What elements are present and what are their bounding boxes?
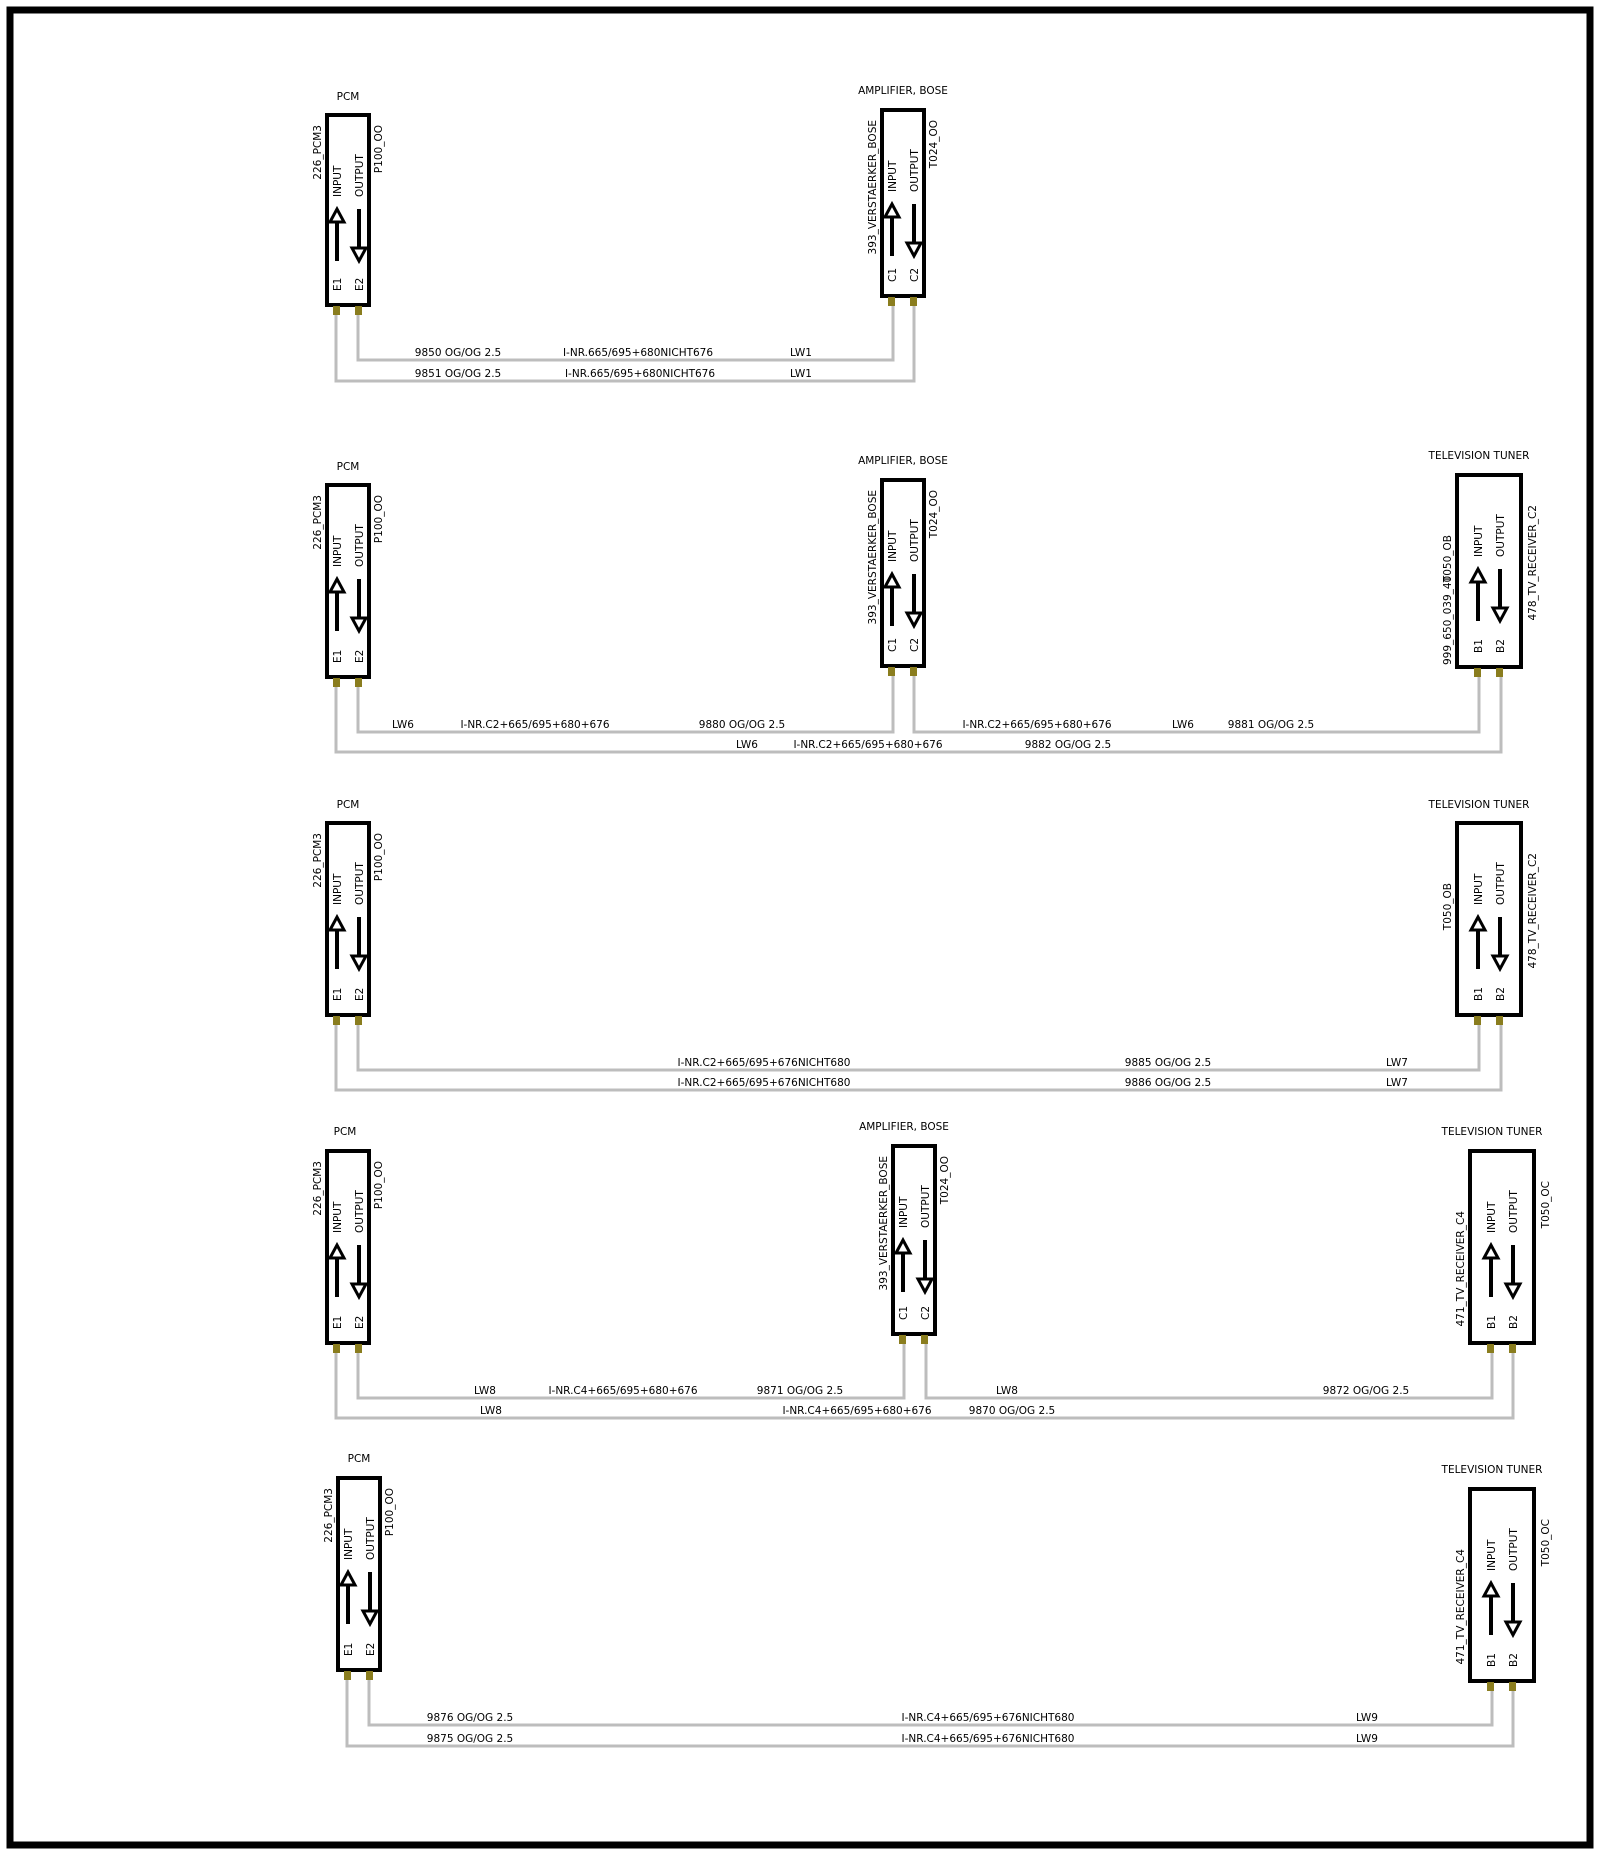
pin-connector bbox=[355, 678, 362, 687]
component-code: P100_OO bbox=[373, 125, 385, 174]
component-name: 471_TV_RECEIVER_C4 bbox=[1455, 1211, 1467, 1327]
pin-label: B1 bbox=[1486, 1653, 1498, 1667]
component-code: 478_TV_RECEIVER_C2 bbox=[1527, 505, 1539, 621]
wire-label: I-NR.665/695+680NICHT676 bbox=[564, 368, 716, 380]
component-title: AMPLIFIER, BOSE bbox=[859, 1121, 949, 1133]
pin-label: C1 bbox=[887, 267, 899, 282]
input-label: INPUT bbox=[887, 160, 899, 192]
component-name: T050_OB bbox=[1442, 883, 1454, 931]
pin-connector bbox=[366, 1671, 373, 1680]
wire-label: LW8 bbox=[480, 1405, 502, 1417]
pin-label: E2 bbox=[354, 987, 366, 1001]
input-label: INPUT bbox=[1473, 873, 1485, 905]
component-name: 226_PCM3 bbox=[312, 1161, 324, 1216]
pin-label: E1 bbox=[343, 1642, 355, 1656]
pin-label: C1 bbox=[887, 637, 899, 652]
component bbox=[1428, 799, 1539, 1025]
component-code: P100_OO bbox=[373, 1161, 385, 1210]
output-label: OUTPUT bbox=[354, 524, 366, 567]
diagram-section-3 bbox=[312, 799, 1539, 1090]
pin-connector bbox=[910, 297, 917, 306]
pin-connector bbox=[333, 1016, 340, 1025]
wire-path bbox=[358, 1020, 1479, 1070]
wire-label: LW1 bbox=[790, 347, 812, 359]
output-label: OUTPUT bbox=[920, 1185, 932, 1228]
diagram-section-5 bbox=[323, 1453, 1552, 1746]
diagram-section-4 bbox=[312, 1121, 1552, 1418]
component-box bbox=[1470, 1151, 1534, 1343]
component-code: P100_OO bbox=[384, 1488, 396, 1537]
pin-label: B2 bbox=[1508, 1653, 1520, 1667]
output-label: OUTPUT bbox=[365, 1517, 377, 1560]
pin-connector bbox=[1496, 668, 1503, 677]
component-box bbox=[1457, 475, 1521, 667]
component-box bbox=[1457, 823, 1521, 1015]
component bbox=[312, 799, 385, 1025]
component-title: TELEVISION TUNER bbox=[1428, 450, 1530, 462]
wire bbox=[336, 1020, 1501, 1090]
input-label: INPUT bbox=[1473, 525, 1485, 557]
wire-label: I-NR.C2+665/695+680+676 bbox=[962, 719, 1112, 731]
component-name: 393_VERSTAERKER_BOSE bbox=[867, 490, 879, 625]
component bbox=[312, 461, 385, 687]
component-box bbox=[893, 1146, 935, 1334]
pin-label: C2 bbox=[909, 267, 921, 282]
component-box bbox=[1470, 1489, 1534, 1681]
pin-label: B2 bbox=[1495, 639, 1507, 653]
input-label: INPUT bbox=[332, 165, 344, 197]
component-title: PCM bbox=[347, 1453, 371, 1465]
component-box bbox=[327, 485, 369, 677]
component-name: 393_VERSTAERKER_BOSE bbox=[878, 1156, 890, 1291]
wire-path bbox=[336, 1020, 1501, 1090]
pin-connector bbox=[1509, 1682, 1516, 1691]
wire-label: 9875 OG/OG 2.5 bbox=[426, 1733, 514, 1745]
wire-label: I-NR.C2+665/695+680+676 bbox=[793, 739, 943, 751]
component-code: P100_OO bbox=[373, 495, 385, 544]
pin-label: E2 bbox=[354, 277, 366, 291]
output-label: OUTPUT bbox=[1495, 862, 1507, 905]
component bbox=[1428, 450, 1539, 677]
output-label: OUTPUT bbox=[909, 519, 921, 562]
pin-label: E2 bbox=[354, 649, 366, 663]
pin-label: E1 bbox=[332, 1315, 344, 1329]
pin-label: B1 bbox=[1473, 639, 1485, 653]
pin-connector bbox=[1496, 1016, 1503, 1025]
component bbox=[859, 1121, 951, 1344]
pin-connector bbox=[888, 667, 895, 676]
wire-label: 9882 OG/OG 2.5 bbox=[1024, 739, 1112, 751]
wire-label: I-NR.C2+665/695+676NICHT680 bbox=[677, 1077, 851, 1089]
component-name: 226_PCM3 bbox=[323, 1488, 335, 1543]
wire bbox=[347, 1675, 1513, 1746]
wire-label: I-NR.C2+665/695+676NICHT680 bbox=[677, 1057, 851, 1069]
pin-label: E1 bbox=[332, 277, 344, 291]
pin-connector bbox=[1474, 1016, 1481, 1025]
wire bbox=[926, 1338, 1492, 1398]
output-label: OUTPUT bbox=[909, 149, 921, 192]
component-part-number: 999_650_039_40 bbox=[1442, 575, 1454, 665]
wire bbox=[358, 300, 893, 360]
wire-label: I-NR.C4+665/695+680+676 bbox=[548, 1385, 698, 1397]
pin-connector bbox=[333, 306, 340, 315]
input-label: INPUT bbox=[343, 1528, 355, 1560]
input-label: INPUT bbox=[1486, 1539, 1498, 1571]
wire-label: LW6 bbox=[736, 739, 758, 751]
component-name: 226_PCM3 bbox=[312, 125, 324, 180]
wire-label: 9886 OG/OG 2.5 bbox=[1124, 1077, 1212, 1089]
input-label: INPUT bbox=[332, 1201, 344, 1233]
component-code: 478_TV_RECEIVER_C2 bbox=[1527, 853, 1539, 969]
wire-label: LW8 bbox=[996, 1385, 1018, 1397]
wire bbox=[336, 300, 914, 381]
pin-connector bbox=[355, 306, 362, 315]
wire bbox=[336, 672, 1501, 752]
component bbox=[858, 85, 948, 306]
component-code: T050_OC bbox=[1540, 1181, 1552, 1229]
wire-label: 9870 OG/OG 2.5 bbox=[968, 1405, 1056, 1417]
wire-label: I-NR.665/695+680NICHT676 bbox=[562, 347, 714, 359]
output-label: OUTPUT bbox=[354, 1190, 366, 1233]
wire-label: LW9 bbox=[1356, 1733, 1378, 1745]
component-box bbox=[327, 1151, 369, 1343]
component-name: T050_OB bbox=[1442, 535, 1454, 583]
wire-label: I-NR.C4+665/695+676NICHT680 bbox=[901, 1733, 1075, 1745]
component-title: PCM bbox=[333, 1126, 357, 1138]
pin-connector bbox=[344, 1671, 351, 1680]
component-box bbox=[327, 115, 369, 305]
output-label: OUTPUT bbox=[354, 154, 366, 197]
wire bbox=[358, 1020, 1479, 1070]
diagram-section-1 bbox=[312, 85, 948, 381]
wire-label: LW7 bbox=[1386, 1077, 1408, 1089]
wire-label: 9876 OG/OG 2.5 bbox=[426, 1712, 514, 1724]
wire-path bbox=[358, 672, 893, 732]
component-title: PCM bbox=[336, 799, 360, 811]
pin-connector bbox=[355, 1016, 362, 1025]
component-title: TELEVISION TUNER bbox=[1441, 1464, 1543, 1476]
output-label: OUTPUT bbox=[1508, 1528, 1520, 1571]
pin-connector bbox=[910, 667, 917, 676]
component-code: T024_OO bbox=[928, 120, 940, 169]
wire-label: 9871 OG/OG 2.5 bbox=[756, 1385, 844, 1397]
component-code: T024_OO bbox=[939, 1156, 951, 1205]
pin-connector bbox=[333, 678, 340, 687]
wire-label: LW1 bbox=[790, 368, 812, 380]
wire-label: LW6 bbox=[1172, 719, 1194, 731]
component bbox=[1441, 1126, 1552, 1353]
input-label: INPUT bbox=[898, 1196, 910, 1228]
wire-label: I-NR.C4+665/695+676NICHT680 bbox=[901, 1712, 1075, 1724]
component-title: PCM bbox=[336, 91, 360, 103]
output-label: OUTPUT bbox=[1495, 514, 1507, 557]
component-code: P100_OO bbox=[373, 833, 385, 882]
output-label: OUTPUT bbox=[1508, 1190, 1520, 1233]
component bbox=[323, 1453, 396, 1680]
pin-connector bbox=[1487, 1344, 1494, 1353]
component bbox=[312, 91, 385, 315]
page-frame bbox=[10, 10, 1590, 1845]
pin-label: B1 bbox=[1486, 1315, 1498, 1329]
input-label: INPUT bbox=[332, 873, 344, 905]
component-title: TELEVISION TUNER bbox=[1441, 1126, 1543, 1138]
pin-connector bbox=[333, 1344, 340, 1353]
pin-label: B2 bbox=[1495, 987, 1507, 1001]
pin-connector bbox=[899, 1335, 906, 1344]
component-code: T024_OO bbox=[928, 490, 940, 539]
wire-label: 9881 OG/OG 2.5 bbox=[1227, 719, 1315, 731]
wire-label: I-NR.C2+665/695+680+676 bbox=[460, 719, 610, 731]
component-name: 226_PCM3 bbox=[312, 833, 324, 888]
pin-label: E2 bbox=[354, 1315, 366, 1329]
component-name: 471_TV_RECEIVER_C4 bbox=[1455, 1549, 1467, 1665]
input-label: INPUT bbox=[332, 535, 344, 567]
wire-label: LW8 bbox=[474, 1385, 496, 1397]
pin-label: E1 bbox=[332, 649, 344, 663]
pin-connector bbox=[1474, 668, 1481, 677]
pin-connector bbox=[1487, 1682, 1494, 1691]
input-label: INPUT bbox=[1486, 1201, 1498, 1233]
wire-label: 9850 OG/OG 2.5 bbox=[414, 347, 502, 359]
component bbox=[312, 1126, 385, 1353]
wire bbox=[358, 1338, 904, 1398]
pin-label: B2 bbox=[1508, 1315, 1520, 1329]
wire-label: I-NR.C4+665/695+680+676 bbox=[782, 1405, 932, 1417]
wire bbox=[358, 672, 893, 732]
wire bbox=[369, 1675, 1492, 1725]
wire-label: 9880 OG/OG 2.5 bbox=[698, 719, 786, 731]
component-box bbox=[327, 823, 369, 1015]
pin-label: E1 bbox=[332, 987, 344, 1001]
input-label: INPUT bbox=[887, 530, 899, 562]
pin-label: C2 bbox=[920, 1305, 932, 1320]
component-title: AMPLIFIER, BOSE bbox=[858, 455, 948, 467]
component-box bbox=[338, 1478, 380, 1670]
pin-connector bbox=[888, 297, 895, 306]
diagram-section-2 bbox=[312, 450, 1539, 752]
pin-label: E2 bbox=[365, 1642, 377, 1656]
component-code: T050_OC bbox=[1540, 1519, 1552, 1567]
wire-label: 9872 OG/OG 2.5 bbox=[1322, 1385, 1410, 1397]
wire-label: LW6 bbox=[392, 719, 414, 731]
component-name: 226_PCM3 bbox=[312, 495, 324, 550]
pin-label: C2 bbox=[909, 637, 921, 652]
pin-label: C1 bbox=[898, 1305, 910, 1320]
component-title: PCM bbox=[336, 461, 360, 473]
component bbox=[1441, 1464, 1552, 1691]
pin-connector bbox=[1509, 1344, 1516, 1353]
wire-label: LW7 bbox=[1386, 1057, 1408, 1069]
pin-label: B1 bbox=[1473, 987, 1485, 1001]
wire-label: 9885 OG/OG 2.5 bbox=[1124, 1057, 1212, 1069]
wire-label: 9851 OG/OG 2.5 bbox=[414, 368, 502, 380]
component-title: AMPLIFIER, BOSE bbox=[858, 85, 948, 97]
pin-connector bbox=[355, 1344, 362, 1353]
component-name: 393_VERSTAERKER_BOSE bbox=[867, 120, 879, 255]
output-label: OUTPUT bbox=[354, 862, 366, 905]
component-title: TELEVISION TUNER bbox=[1428, 799, 1530, 811]
pin-connector bbox=[921, 1335, 928, 1344]
component bbox=[858, 455, 948, 676]
wire-label: LW9 bbox=[1356, 1712, 1378, 1724]
wire bbox=[914, 672, 1479, 732]
